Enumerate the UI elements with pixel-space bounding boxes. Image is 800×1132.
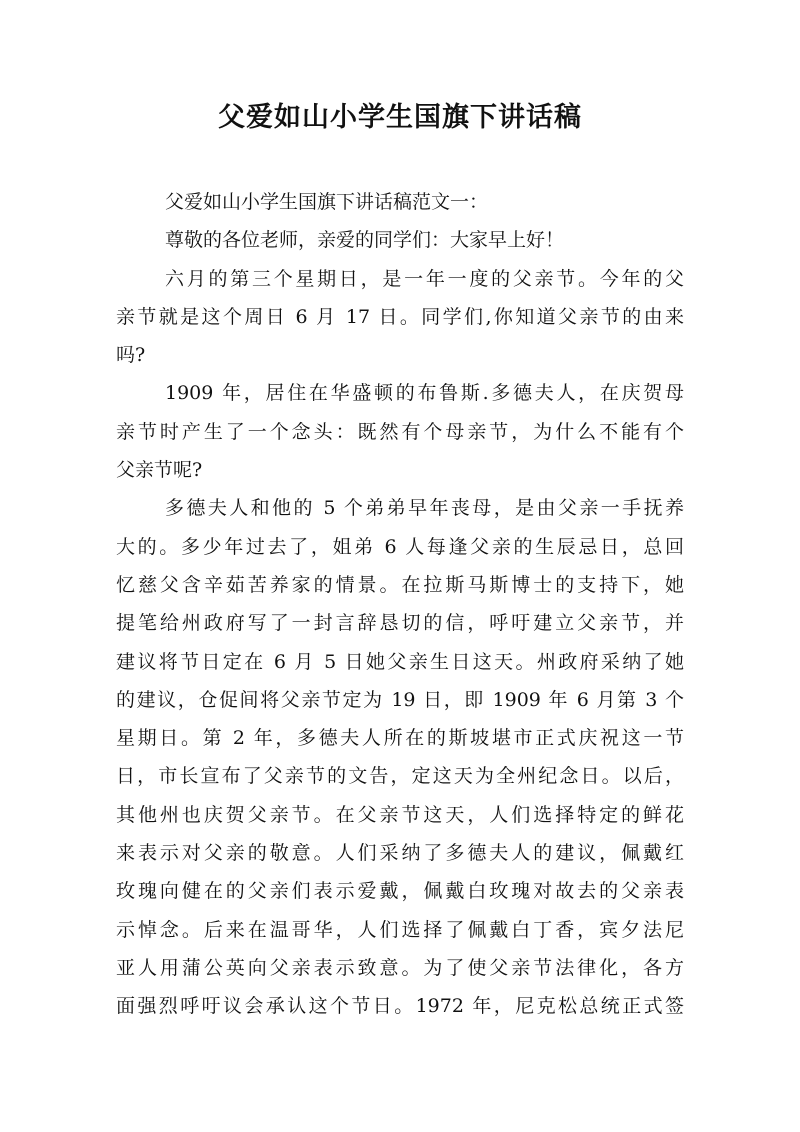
text-line: 来表示对父亲的敬意。人们采纳了多德夫人的建议，佩戴红 xyxy=(116,842,684,865)
text-line: 建议将节日定在 6 月 5 日她父亲生日这天。州政府采纳了她 xyxy=(116,650,684,673)
text-line: 大的。多少年过去了，姐弟 6 人每逢父亲的生辰忌日，总回 xyxy=(116,535,684,558)
text-line: 玫瑰向健在的父亲们表示爱戴，佩戴白玫瑰对故去的父亲表 xyxy=(116,880,684,903)
text-line: 六月的第三个星期日，是一年一度的父亲节。今年的父 xyxy=(165,267,684,290)
text-line: 父亲节呢? xyxy=(116,459,203,482)
text-line: 父爱如山小学生国旗下讲话稿范文一： xyxy=(165,191,489,213)
text-line: 1909 年，居住在华盛顿的布鲁斯.多德夫人，在庆贺母 xyxy=(165,382,684,405)
text-line: 的建议，仓促间将父亲节定为 19 日，即 1909 年 6 月第 3 个 xyxy=(116,688,684,711)
document-title: 父爱如山小学生国旗下讲话稿 xyxy=(218,102,582,133)
text-line: 日，市长宣布了父亲节的文告，定这天为全州纪念日。以后， xyxy=(116,765,684,788)
document-body xyxy=(116,183,684,1026)
text-line: 尊敬的各位老师，亲爱的同学们：大家早上好！ xyxy=(165,229,565,252)
text-line: 星期日。第 2 年，多德夫人所在的斯坡堪市正式庆祝这一节 xyxy=(116,727,684,750)
text-line: 吗? xyxy=(116,344,146,367)
text-line: 其他州也庆贺父亲节。在父亲节这天，人们选择特定的鲜花 xyxy=(116,803,684,826)
text-line: 亚人用蒲公英向父亲表示致意。为了使父亲节法律化，各方 xyxy=(116,956,684,979)
text-line: 亲节就是这个周日 6 月 17 日。同学们,你知道父亲节的由来 xyxy=(116,305,684,328)
text-line: 忆慈父含辛茹苦养家的情景。在拉斯马斯博士的支持下，她 xyxy=(116,573,684,596)
text-line: 多德夫人和他的 5 个弟弟早年丧母，是由父亲一手抚养 xyxy=(165,497,684,520)
text-line: 示悼念。后来在温哥华，人们选择了佩戴白丁香，宾夕法尼 xyxy=(116,918,684,941)
text-line: 面强烈呼吁议会承认这个节日。1972 年，尼克松总统正式签 xyxy=(116,995,684,1018)
text-line: 亲节时产生了一个念头：既然有个母亲节，为什么不能有个 xyxy=(116,420,684,443)
text-line: 提笔给州政府写了一封言辞恳切的信，呼吁建立父亲节，并 xyxy=(116,612,684,635)
